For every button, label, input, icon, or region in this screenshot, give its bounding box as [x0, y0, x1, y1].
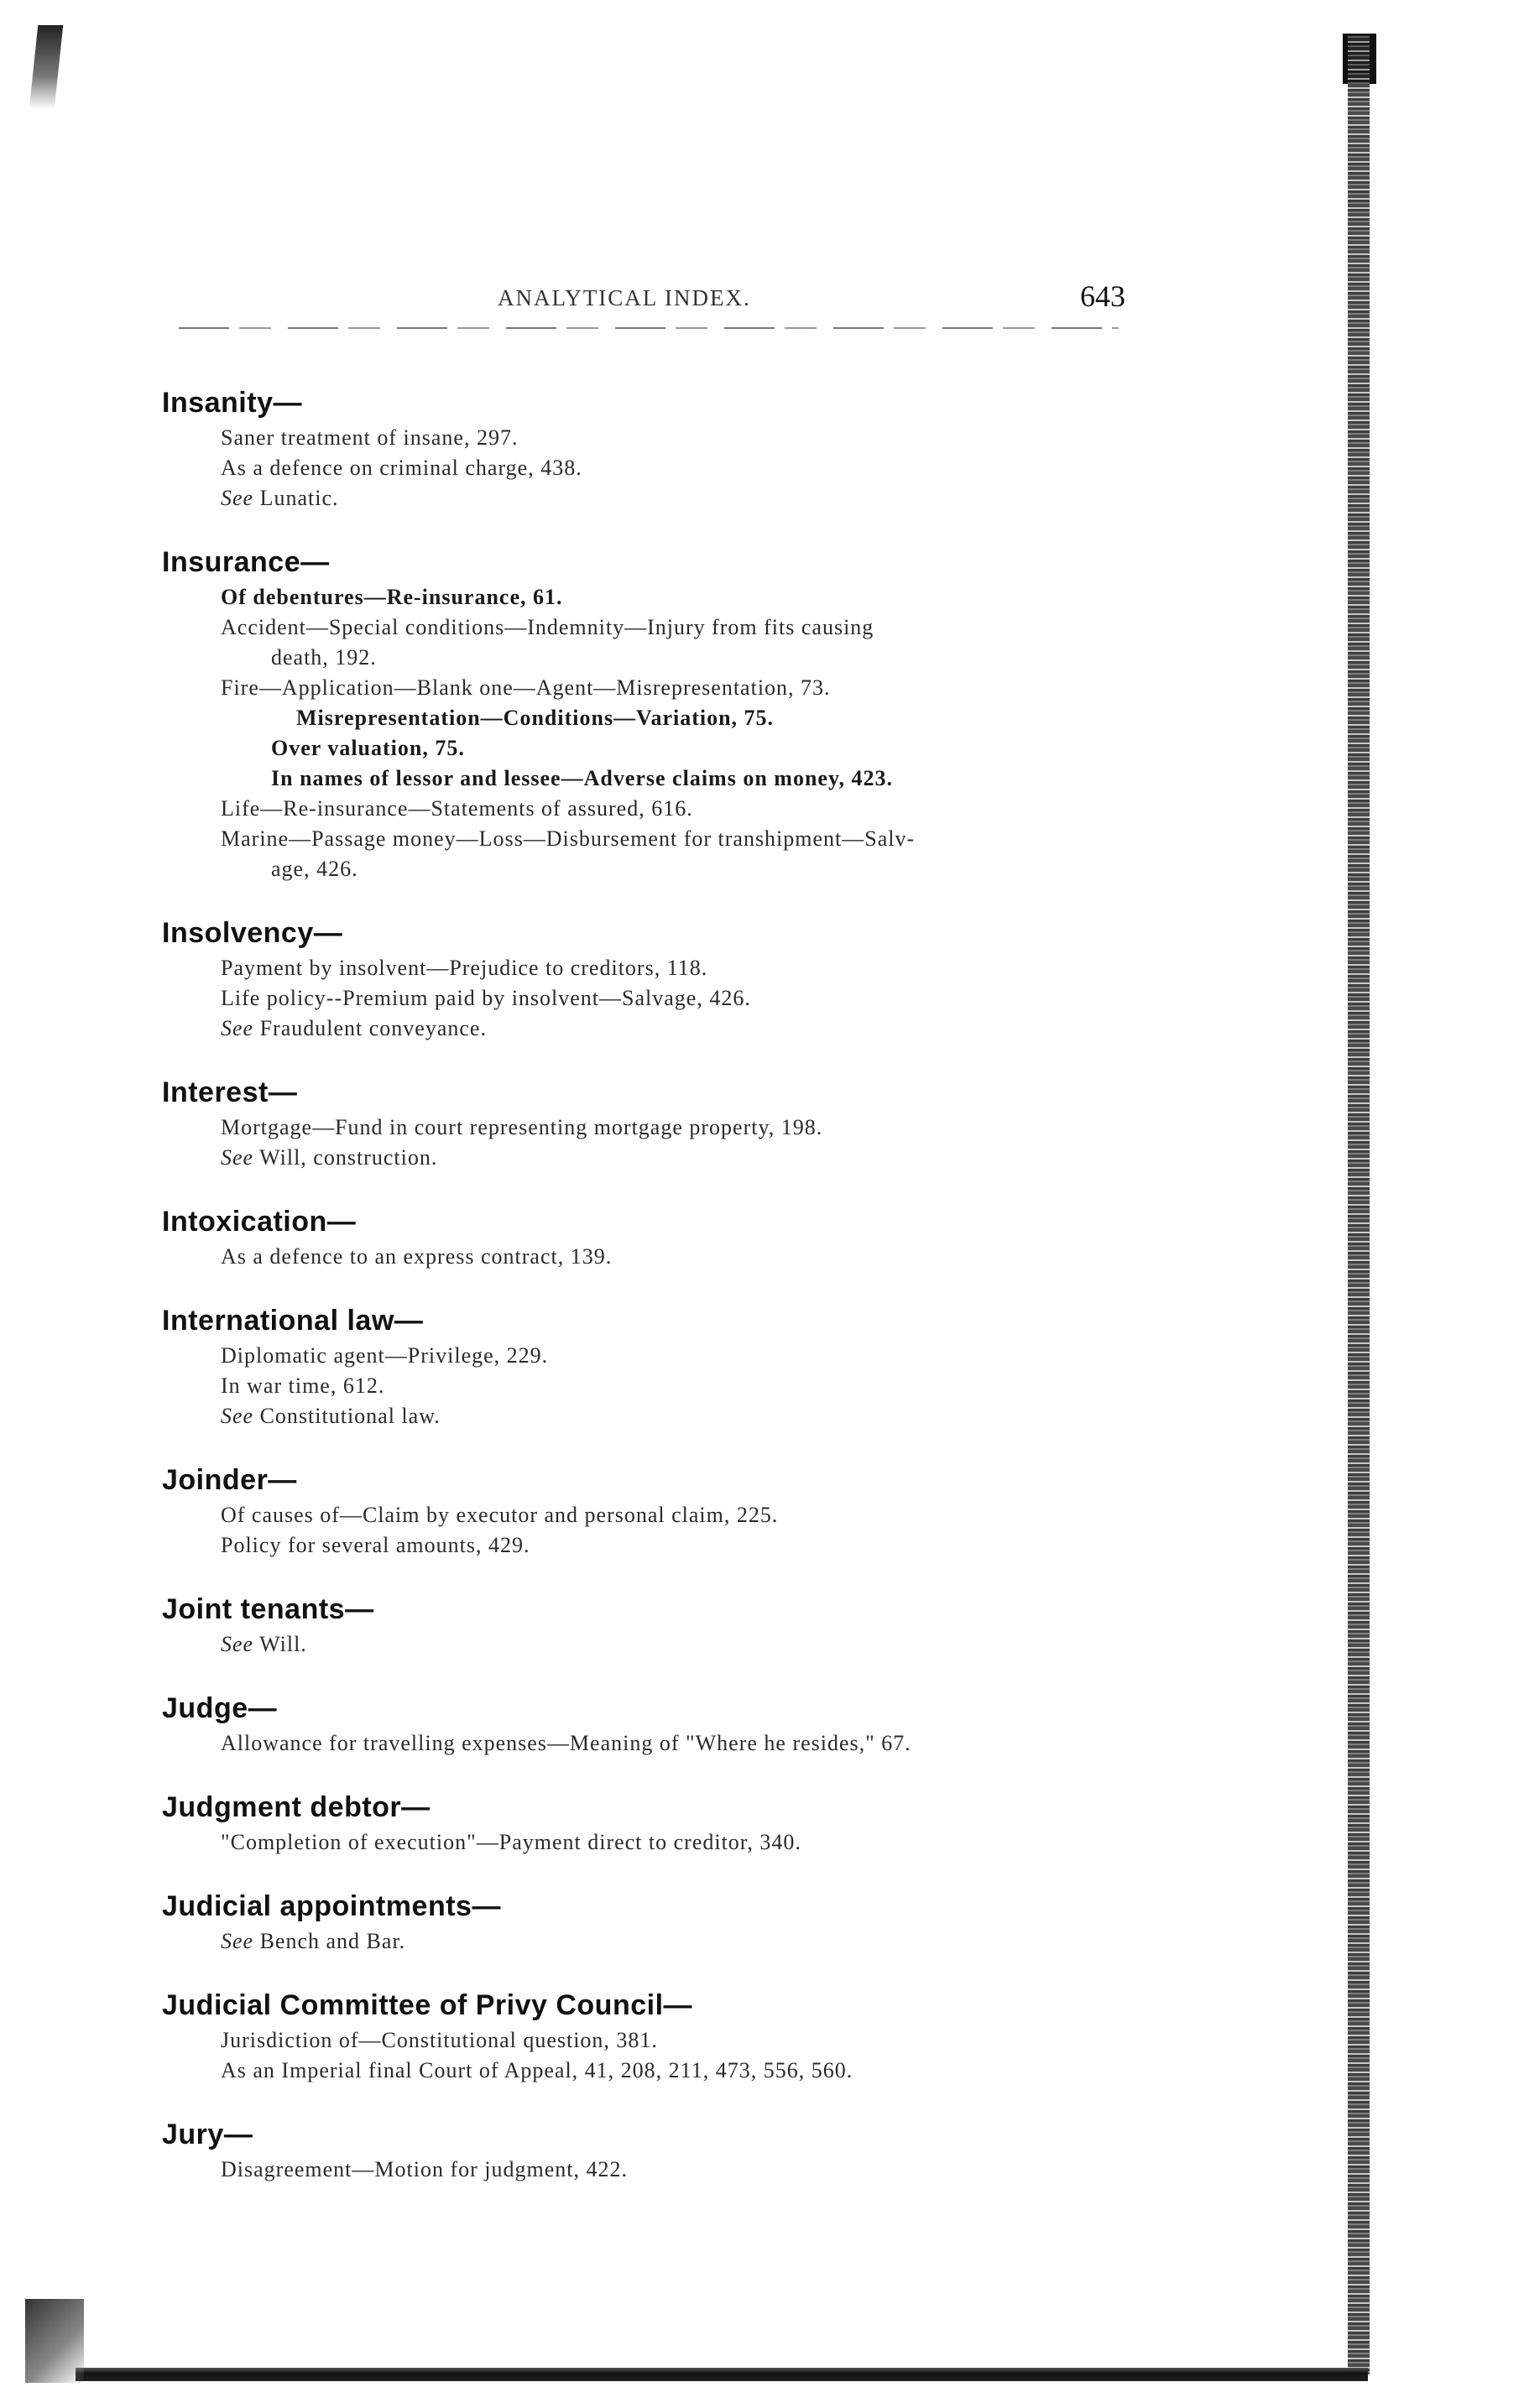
index-page [162, 277, 1125, 2217]
entry-heading: Judge— [162, 1692, 278, 1724]
index-entry [162, 545, 1119, 884]
entry-heading: International law— [162, 1305, 424, 1337]
scan-edge-bottom [76, 2368, 1368, 2381]
entry-heading: Judicial Committee of Privy Council— [162, 1989, 693, 2021]
entry-subline [221, 1371, 1119, 1401]
subline-text: Constitutional law. [259, 1404, 441, 1428]
entry-heading: Insurance— [162, 546, 330, 578]
index-entry [162, 1691, 1119, 1759]
entry-heading: Insanity— [162, 387, 302, 419]
subline-text: Life policy--Premium paid by insolvent—Salvage, 426. [221, 986, 751, 1010]
subline-text: Will. [259, 1632, 307, 1656]
entry-subline [221, 673, 1119, 703]
subline-text: "Completion of execution"—Payment direct to creditor, 340. [221, 1830, 801, 1854]
entry-subline [271, 854, 1119, 884]
index-entries [162, 386, 1119, 2185]
entry-subline [221, 983, 1119, 1014]
see-reference-label: See [221, 486, 254, 510]
subline-text: Fraudulent conveyance. [259, 1016, 487, 1040]
subline-text: Bench and Bar. [259, 1929, 406, 1953]
subline-text: Allowance for travelling expenses—Meaning of "Where he resides," 67. [221, 1731, 911, 1755]
index-entry [162, 916, 1119, 1044]
head-rule [179, 327, 1119, 329]
entry-subline [221, 2056, 1119, 2086]
entry-subline [221, 483, 1119, 513]
index-entry [162, 2118, 1119, 2185]
subline-text: In war time, 612. [221, 1373, 385, 1398]
entry-subline [221, 612, 1119, 643]
entry-subline [221, 1341, 1119, 1371]
subline-text: Payment by insolvent—Prejudice to creditors, 118. [221, 956, 708, 980]
subline-text: death, 192. [271, 645, 377, 670]
page-number: 643 [1080, 279, 1125, 313]
subline-text: Saner treatment of insane, 297. [221, 425, 519, 450]
scan-shadow-top-left [29, 25, 64, 109]
entry-subline [221, 1728, 1119, 1759]
entry-subline [221, 1014, 1119, 1044]
subline-text: age, 426. [271, 857, 358, 881]
index-entry [162, 1592, 1119, 1660]
subline-text: Lunatic. [259, 486, 339, 510]
entry-heading: Joint tenants— [162, 1593, 374, 1625]
entry-subline [296, 703, 1119, 733]
index-entry [162, 1076, 1119, 1173]
subline-text: In names of lessor and lessee—Adverse claims on money, 423. [271, 766, 894, 790]
subline-text: Of causes of—Claim by executor and personal claim, 225. [221, 1503, 779, 1527]
index-entry [162, 1205, 1119, 1272]
entry-heading: Jury— [162, 2119, 253, 2150]
entry-heading: Insolvency— [162, 917, 343, 949]
entry-subline [221, 582, 1119, 612]
entry-heading: Judicial appointments— [162, 1890, 501, 1922]
running-head [162, 277, 1125, 336]
entry-subline [221, 794, 1119, 824]
see-reference-label: See [221, 1929, 254, 1953]
entry-subline [221, 953, 1119, 983]
entry-subline [221, 1827, 1119, 1858]
subline-text: Will, construction. [259, 1145, 438, 1170]
subline-text: Policy for several amounts, 429. [221, 1533, 530, 1557]
index-entry [162, 1304, 1119, 1431]
scan-edge-right [1348, 34, 1370, 2374]
subline-text: Disagreement—Motion for judgment, 422. [221, 2157, 628, 2181]
entry-subline [271, 733, 1119, 764]
index-entry [162, 1463, 1119, 1561]
entry-subline [221, 1143, 1119, 1173]
subline-text: As a defence to an express contract, 139. [221, 1244, 613, 1269]
entry-subline [221, 423, 1119, 453]
subline-text: Misrepresentation—Conditions—Variation, 75. [296, 706, 775, 730]
subline-text: Over valuation, 75. [271, 736, 465, 760]
entry-subline [221, 1629, 1119, 1660]
entry-subline [221, 1401, 1119, 1431]
index-entry [162, 1889, 1119, 1957]
entry-subline [221, 1242, 1119, 1272]
entry-subline [221, 2025, 1119, 2056]
running-title: ANALYTICAL INDEX. [498, 285, 751, 310]
entry-heading: Joinder— [162, 1464, 297, 1496]
subline-text: Mortgage—Fund in court representing mortgage property, 198. [221, 1115, 823, 1139]
subline-text: Accident—Special conditions—Indemnity—Injury from fits causing [221, 615, 874, 639]
scan-shadow-bottom-left [25, 2299, 84, 2383]
entry-subline [271, 643, 1119, 673]
subline-text: Fire—Application—Blank one—Agent—Misrepresentation, 73. [221, 675, 831, 700]
subline-text: Marine—Passage money—Loss—Disbursement for transhipment—Salv- [221, 826, 916, 851]
subline-text: Life—Re-insurance—Statements of assured, 616. [221, 796, 693, 821]
entry-heading: Judgment debtor— [162, 1791, 431, 1823]
see-reference-label: See [221, 1016, 254, 1040]
subline-text: Jurisdiction of—Constitutional question, 381. [221, 2028, 658, 2052]
see-reference-label: See [221, 1145, 254, 1170]
see-reference-label: See [221, 1404, 254, 1428]
entry-subline [271, 764, 1119, 794]
entry-subline [221, 1500, 1119, 1530]
entry-heading: Interest— [162, 1076, 298, 1108]
subline-text: As an Imperial final Court of Appeal, 41, 208, 211, 473, 556, 560. [221, 2058, 853, 2082]
entry-subline [221, 1113, 1119, 1143]
entry-heading: Intoxication— [162, 1206, 357, 1238]
entry-subline [221, 453, 1119, 483]
index-entry [162, 1790, 1119, 1858]
subline-text: Of debentures—Re-insurance, 61. [221, 585, 563, 609]
entry-subline [221, 2155, 1119, 2185]
subline-text: Diplomatic agent—Privilege, 229. [221, 1343, 549, 1368]
see-reference-label: See [221, 1632, 254, 1656]
entry-subline [221, 1926, 1119, 1957]
entry-subline [221, 1530, 1119, 1561]
index-entry [162, 1988, 1119, 2086]
index-entry [162, 386, 1119, 513]
entry-subline [221, 824, 1119, 854]
subline-text: As a defence on criminal charge, 438. [221, 456, 582, 480]
